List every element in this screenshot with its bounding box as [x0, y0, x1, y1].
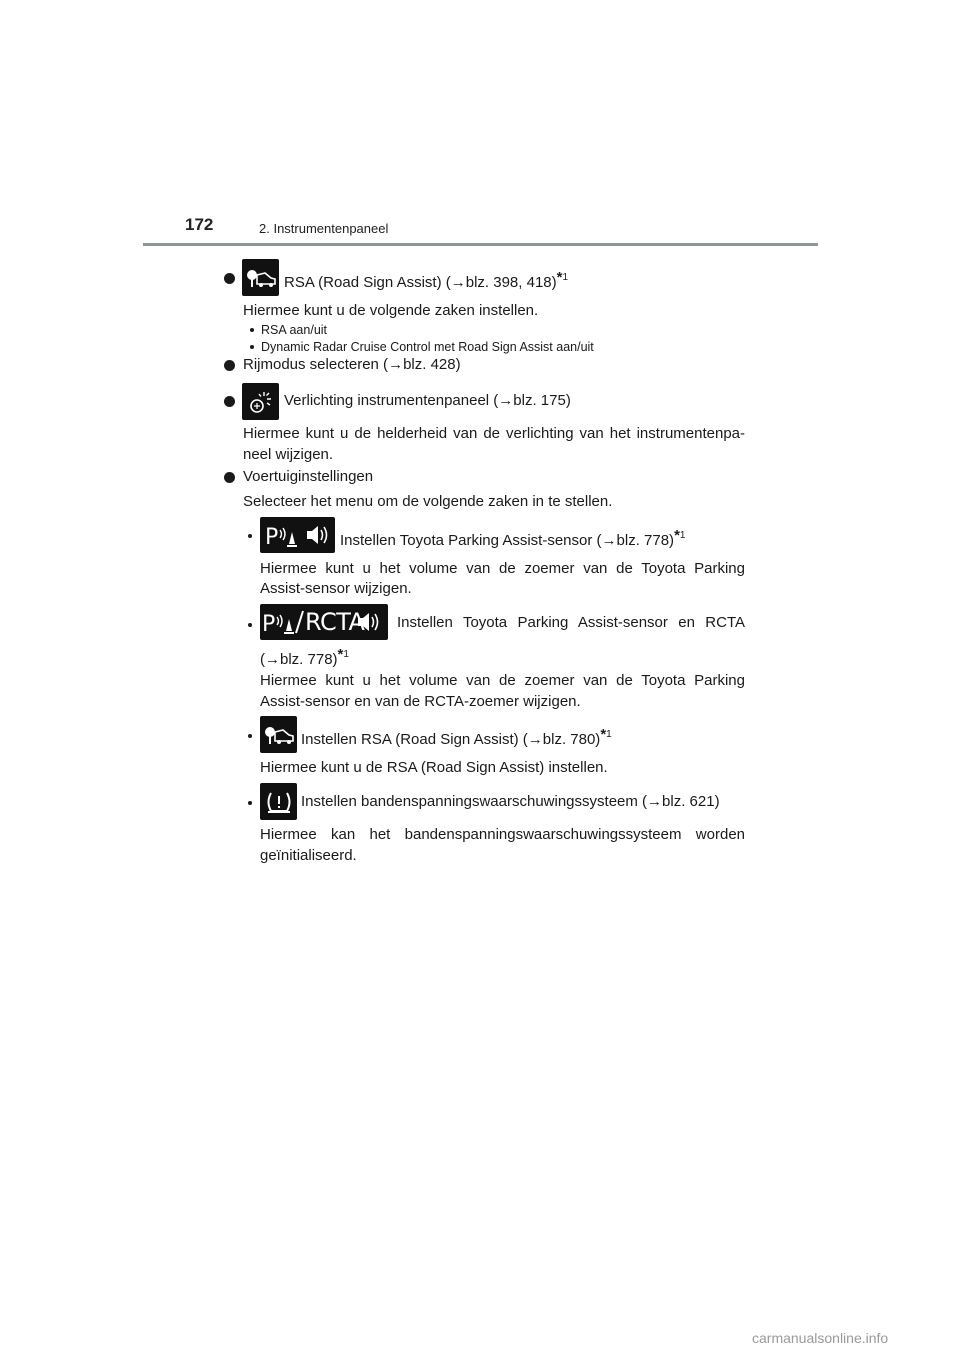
bullet-lighting [224, 396, 235, 407]
parking-rcta-ref: (→blz. 778)*$^1$ [260, 646, 349, 668]
rsa-sign-icon [242, 259, 279, 296]
vehicle-settings-title: Voertuiginstellingen [243, 468, 374, 485]
rcta-icon-label: RCTA [305, 608, 365, 636]
list-dot [248, 734, 252, 738]
parking-rcta-description-cont: Assist-sensor en van de RCTA-zoemer wijzigen. [260, 693, 581, 710]
rsa-setting-description: Hiermee kunt u de RSA (Road Sign Assist) instellen. [260, 759, 608, 776]
parking-rcta-volume-icon [260, 604, 388, 640]
bullet-drive-mode [224, 360, 235, 371]
rsa-sign-icon [260, 716, 297, 753]
brightness-icon [242, 383, 279, 420]
svg-text:P: P [262, 612, 276, 637]
svg-text:P: P [264, 525, 278, 550]
rsa-setting-title: Instellen RSA (Road Sign Assist) (→blz. 780)*$^1$ [301, 726, 612, 748]
vehicle-settings-description: Selecteer het menu om de volgende zaken in te stellen. [243, 493, 613, 510]
tire-pressure-description-cont: geïnitialiseerd. [260, 847, 357, 864]
list-dot [248, 801, 252, 805]
parking-sensor-description: Hiermee kunt u het volume van de zoemer van de Toyota Parking [260, 560, 745, 577]
bullet-rsa [224, 273, 235, 284]
parking-sensor-title: Instellen Toyota Parking Assist-sensor (→blz. 778)*$^1$ [340, 527, 686, 549]
header-divider [143, 243, 818, 246]
rsa-sub-item: RSA aan/uit [261, 323, 328, 337]
bullet-vehicle-settings [224, 472, 235, 483]
tire-pressure-description: Hiermee kan het bandenspanningswaarschuwingssysteem worden [260, 826, 745, 843]
lighting-description: Hiermee kunt u de helderheid van de verlichting van het instrumentenpa- [243, 425, 745, 442]
lighting-title: Verlichting instrumentenpaneel (→blz. 175) [284, 392, 571, 409]
parking-sensor-description-cont: Assist-sensor wijzigen. [260, 580, 412, 597]
tire-pressure-icon [260, 783, 297, 820]
parking-sensor-volume-icon [260, 517, 335, 553]
parking-rcta-title: Instellen Toyota Parking Assist-sensor en RCTA [397, 614, 745, 631]
list-dot [250, 345, 254, 349]
rsa-description: Hiermee kunt u de volgende zaken instellen. [243, 302, 539, 319]
chapter-title: 2. Instrumentenpaneel [259, 221, 389, 236]
parking-rcta-description: Hiermee kunt u het volume van de zoemer van de Toyota Parking [260, 672, 745, 689]
drive-mode-title: Rijmodus selecteren (→blz. 428) [243, 356, 461, 373]
watermark: carmanualsonline.info [752, 1330, 889, 1346]
list-dot [250, 328, 254, 332]
list-dot [248, 534, 252, 538]
page-number: 172 [185, 215, 214, 234]
tire-pressure-title: Instellen bandenspanningswaarschuwingssysteem (→blz. 621) [301, 793, 720, 810]
list-dot [248, 623, 252, 627]
lighting-description-cont: neel wijzigen. [243, 446, 334, 463]
rsa-title: RSA (Road Sign Assist) (→blz. 398, 418)*$^1$ [284, 269, 569, 291]
rsa-sub-item: Dynamic Radar Cruise Control met Road Sign Assist aan/uit [261, 340, 594, 354]
